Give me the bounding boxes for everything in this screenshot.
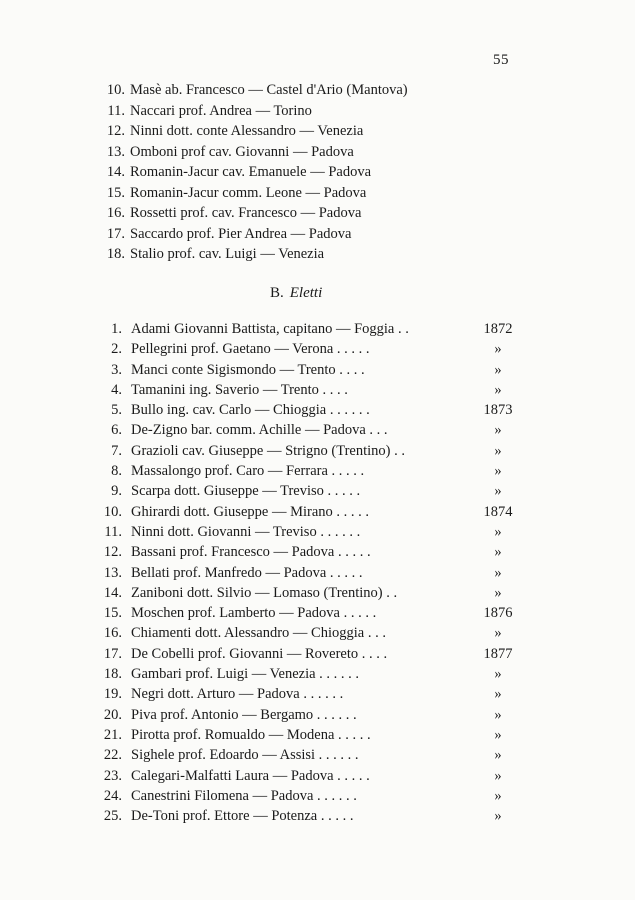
list-item: [0, 623, 635, 643]
item-year: »: [494, 544, 502, 561]
section-letter: B.: [270, 285, 284, 301]
item-number: 8.: [111, 463, 122, 480]
item-number: 24.: [103, 787, 122, 804]
item-number: 10.: [103, 503, 122, 520]
item-year: »: [494, 808, 502, 825]
item-text: Stalio prof. cav. Luigi — Venezia: [130, 246, 325, 262]
item-text: De-Zigno bar. comm. Achille — Padova . . .: [131, 422, 388, 439]
item-year: »: [494, 483, 502, 500]
item-year: 1873: [483, 402, 513, 419]
item-number: 16.: [106, 205, 125, 221]
item-year: »: [494, 463, 502, 480]
item-year: »: [494, 686, 502, 703]
item-text: Saccardo prof. Pier Andrea — Padova: [130, 225, 352, 242]
list-item: [0, 563, 635, 583]
item-year: »: [494, 361, 502, 378]
list-item: [0, 380, 635, 400]
list-item: [0, 142, 635, 163]
item-number: 11.: [104, 523, 122, 540]
section-title: Eletti: [289, 285, 323, 301]
item-year: »: [494, 767, 502, 784]
item-year: »: [494, 341, 502, 358]
item-number: 7.: [111, 442, 122, 459]
item-number: 15.: [106, 184, 125, 201]
item-number: 4.: [111, 381, 122, 398]
list-item: [0, 244, 635, 265]
item-number: 21.: [103, 726, 122, 743]
item-text: Bullo ing. cav. Carlo — Chioggia . . . . . .: [131, 402, 370, 419]
item-year: »: [494, 706, 502, 723]
item-text: Masè ab. Francesco — Castel d'Ario (Mantova): [130, 82, 408, 98]
list-item: [0, 522, 635, 542]
list-item: [0, 481, 635, 501]
list-item: [0, 360, 635, 380]
item-number: 12.: [103, 544, 122, 561]
item-text: Pellegrini prof. Gaetano — Verona . . . . .: [131, 341, 370, 358]
section-heading: [270, 285, 322, 302]
item-text: Chiamenti dott. Alessandro — Chioggia . . .: [131, 625, 386, 642]
item-year: »: [494, 726, 502, 743]
item-number: 10.: [106, 82, 125, 98]
item-text: Canestrini Filomena — Padova . . . . . .: [131, 787, 357, 804]
item-text: Omboni prof cav. Giovanni — Padova: [130, 143, 354, 160]
item-text: Adami Giovanni Battista, capitano — Foggia . .: [131, 321, 409, 337]
list-item: [0, 400, 635, 420]
item-text: Naccari prof. Andrea — Torino: [130, 102, 312, 119]
page-number: 55: [493, 52, 509, 68]
item-number: 14.: [103, 584, 122, 601]
elected-list: [0, 319, 635, 826]
item-number: 13.: [106, 143, 125, 160]
members-list: [0, 80, 635, 265]
list-item: [0, 183, 635, 204]
item-year: 1876: [483, 605, 513, 622]
item-number: 18.: [106, 246, 125, 262]
item-number: 18.: [103, 666, 122, 683]
item-text: Scarpa dott. Giuseppe — Treviso . . . . .: [131, 483, 361, 500]
list-item: [0, 224, 635, 245]
item-year: »: [494, 564, 502, 581]
item-year: »: [494, 381, 502, 398]
item-text: Rossetti prof. cav. Francesco — Padova: [130, 205, 362, 221]
item-number: 22.: [103, 747, 122, 764]
item-text: De-Toni prof. Ettore — Potenza . . . . .: [131, 808, 354, 825]
list-item: [0, 725, 635, 745]
list-item: [0, 786, 635, 806]
item-number: 9.: [111, 483, 122, 500]
item-number: 13.: [103, 564, 122, 581]
item-year: »: [494, 523, 502, 540]
list-item: [0, 101, 635, 122]
item-number: 25.: [103, 808, 122, 825]
list-item: [0, 745, 635, 765]
item-number: 16.: [103, 625, 122, 642]
list-item: [0, 121, 635, 142]
item-text: Romanin-Jacur comm. Leone — Padova: [130, 184, 367, 201]
list-item: [0, 664, 635, 684]
item-text: Piva prof. Antonio — Bergamo . . . . . .: [131, 706, 357, 723]
item-year: »: [494, 422, 502, 439]
item-text: Gambari prof. Luigi — Venezia . . . . . .: [131, 666, 360, 683]
item-year: »: [494, 787, 502, 804]
list-item: [0, 203, 635, 224]
item-text: Bassani prof. Francesco — Padova . . . . .: [131, 544, 371, 561]
item-year: »: [494, 666, 502, 683]
item-text: Grazioli cav. Giuseppe — Strigno (Trentino) . .: [131, 442, 405, 459]
list-item: [0, 441, 635, 461]
item-text: Sighele prof. Edoardo — Assisi . . . . . .: [131, 747, 359, 764]
item-year: »: [494, 442, 502, 459]
item-text: De Cobelli prof. Giovanni — Rovereto . . . .: [131, 645, 388, 662]
item-text: Massalongo prof. Caro — Ferrara . . . . .: [131, 463, 365, 480]
item-text: Calegari-Malfatti Laura — Padova . . . . .: [131, 767, 370, 784]
list-item: [0, 684, 635, 704]
item-number: 23.: [103, 767, 122, 784]
item-number: 14.: [106, 164, 125, 180]
item-text: Negri dott. Arturo — Padova . . . . . .: [131, 686, 344, 703]
list-item: [0, 80, 635, 101]
item-text: Ghirardi dott. Giuseppe — Mirano . . . . .: [131, 503, 370, 520]
list-item: [0, 502, 635, 522]
item-text: Pirotta prof. Romualdo — Modena . . . . .: [131, 726, 371, 743]
item-number: 17.: [106, 225, 125, 242]
list-item: [0, 420, 635, 440]
item-text: Bellati prof. Manfredo — Padova . . . . .: [131, 564, 363, 581]
item-number: 3.: [111, 361, 122, 378]
item-number: 17.: [103, 645, 122, 662]
item-number: 20.: [103, 706, 122, 723]
list-item: [0, 705, 635, 725]
item-year: 1877: [483, 645, 513, 662]
item-number: 19.: [103, 686, 122, 703]
item-year: »: [494, 747, 502, 764]
item-text: Zaniboni dott. Silvio — Lomaso (Trentino) . .: [131, 584, 398, 601]
list-item: [0, 542, 635, 562]
list-item: [0, 461, 635, 481]
list-item: [0, 806, 635, 826]
item-number: 2.: [111, 341, 122, 358]
list-item: [0, 644, 635, 664]
list-item: [0, 339, 635, 359]
item-text: Moschen prof. Lamberto — Padova . . . . .: [131, 605, 377, 622]
item-year: 1874: [483, 503, 513, 520]
item-text: Ninni dott. Giovanni — Treviso . . . . . .: [131, 523, 361, 540]
item-text: Romanin-Jacur cav. Emanuele — Padova: [130, 164, 372, 180]
list-item: [0, 766, 635, 786]
list-item: [0, 603, 635, 623]
item-year: 1872: [483, 321, 513, 337]
item-number: 1.: [111, 321, 122, 337]
item-text: Manci conte Sigismondo — Trento . . . .: [131, 361, 365, 378]
item-number: 6.: [111, 422, 122, 439]
list-item: [0, 319, 635, 339]
item-number: 12.: [106, 123, 125, 139]
item-year: »: [494, 584, 502, 601]
list-item: [0, 162, 635, 183]
list-item: [0, 583, 635, 603]
item-text: Tamanini ing. Saverio — Trento . . . .: [131, 381, 348, 398]
item-text: Ninni dott. conte Alessandro — Venezia: [130, 123, 364, 139]
item-number: 5.: [111, 402, 122, 419]
item-number: 15.: [103, 605, 122, 622]
item-year: »: [494, 625, 502, 642]
item-number: 11.: [107, 102, 125, 119]
